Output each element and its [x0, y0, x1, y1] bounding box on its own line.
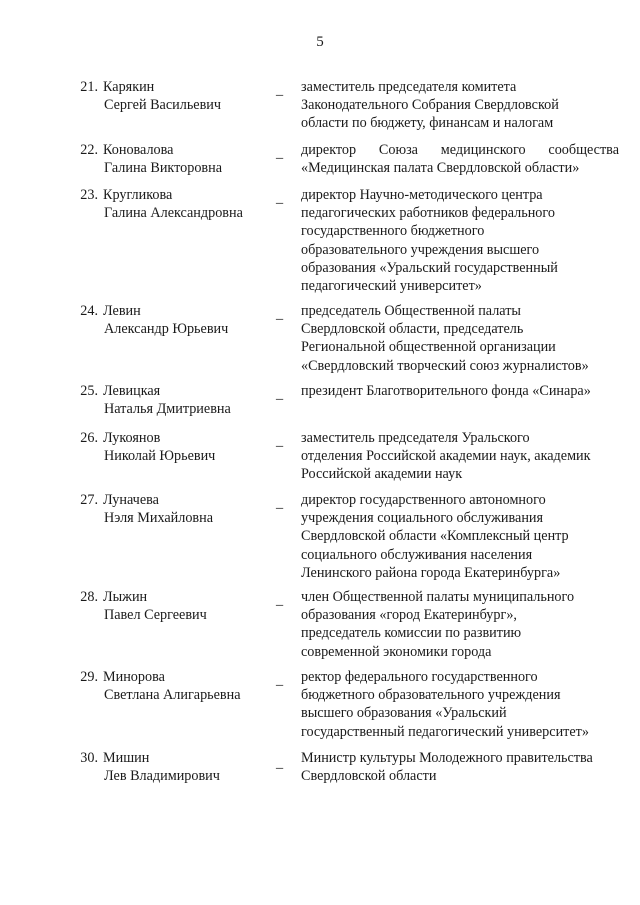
description-line: заместитель председателя Уральского — [301, 430, 530, 446]
item-number: 27. — [80, 492, 98, 508]
description-line: директор Научно-методического центра — [301, 187, 543, 203]
description-line: Региональной общественной организации — [301, 339, 556, 356]
description-line: учреждения социального обслуживания — [301, 510, 544, 527]
person-name — [103, 749, 268, 785]
item-number: 23. — [80, 187, 98, 203]
given-name: Павел Сергеевич — [104, 607, 207, 624]
surname: Мишин — [103, 750, 150, 766]
position-description — [301, 429, 619, 484]
person-name — [103, 668, 268, 704]
description-line: образования «город Екатеринбург», — [301, 607, 517, 624]
description-line: ректор федерального государственного — [301, 669, 538, 685]
person-name — [103, 186, 268, 222]
page-number: 5 — [316, 34, 324, 50]
given-name: Светлана Алигарьевна — [104, 687, 241, 704]
description-line: председатель комиссии по развитию — [301, 625, 522, 642]
description-line: бюджетного образовательного учреждения — [301, 687, 561, 704]
description-line: педагогических работников федерального — [301, 205, 555, 222]
description-line: высшего образования «Уральский — [301, 705, 507, 722]
given-name: Лев Владимирович — [104, 768, 220, 785]
description-line: государственный педагогический университет» — [301, 723, 589, 740]
description-line: области по бюджету, финансам и налогам — [301, 115, 554, 132]
description-line: отделения Российской академии наук, академик — [301, 448, 591, 465]
item-number: 28. — [80, 589, 98, 605]
description-line: «Свердловский творческий союз журналистов» — [301, 357, 589, 374]
given-name: Наталья Дмитриевна — [104, 401, 231, 418]
dash: _ — [276, 82, 284, 98]
surname: Минорова — [103, 669, 165, 685]
position-description — [301, 141, 619, 177]
position-description — [301, 668, 619, 741]
description-line: педагогический университет» — [301, 278, 482, 295]
description-line: Свердловской области — [301, 768, 437, 785]
description-line: Законодательного Собрания Свердловской — [301, 97, 559, 114]
description-line: образования «Уральский государственный — [301, 259, 558, 276]
surname: Карякин — [103, 79, 155, 95]
given-name: Николай Юрьевич — [104, 448, 216, 465]
surname: Лыжин — [103, 589, 148, 605]
surname: Луначева — [103, 492, 159, 508]
person-name — [103, 382, 268, 418]
surname: Левицкая — [103, 383, 161, 399]
position-description — [301, 382, 619, 400]
given-name: Галина Александровна — [104, 205, 243, 222]
given-name: Александр Юрьевич — [104, 321, 229, 338]
dash: _ — [276, 755, 284, 771]
dash: _ — [276, 672, 284, 688]
surname: Левин — [103, 303, 141, 319]
item-number: 29. — [80, 669, 98, 685]
position-description — [301, 186, 619, 295]
dash: _ — [276, 190, 284, 206]
surname: Кругликова — [103, 187, 173, 203]
surname: Коновалова — [103, 142, 174, 158]
given-name: Нэля Михайловна — [104, 510, 213, 527]
dash: _ — [276, 592, 284, 608]
item-number: 22. — [80, 142, 98, 158]
given-name: Галина Викторовна — [104, 160, 223, 177]
person-name — [103, 78, 268, 114]
position-description — [301, 588, 619, 661]
description-line: образовательного учреждения высшего — [301, 241, 540, 258]
description-line: директор государственного автономного — [301, 492, 546, 508]
item-number: 24. — [80, 303, 98, 319]
position-description — [301, 78, 619, 133]
surname: Лукоянов — [103, 430, 161, 446]
description-line: председатель Общественной палаты — [301, 303, 521, 319]
description-line: Ленинского района города Екатеринбурга» — [301, 564, 561, 581]
dash: _ — [276, 495, 284, 511]
dash: _ — [276, 306, 284, 322]
description-line: заместитель председателя комитета — [301, 79, 517, 95]
dash: _ — [276, 386, 284, 402]
description-line: Свердловской области «Комплексный центр — [301, 528, 569, 545]
position-description — [301, 302, 619, 375]
person-name — [103, 588, 268, 624]
dash: _ — [276, 433, 284, 449]
description-line: Российской академии наук — [301, 466, 463, 483]
item-number: 21. — [80, 79, 98, 95]
description-line: Свердловской области, председатель — [301, 321, 524, 338]
description-line: государственного бюджетного — [301, 223, 485, 240]
item-number: 26. — [80, 430, 98, 446]
description-line: президент Благотворительного фонда «Синара» — [301, 383, 591, 399]
given-name: Сергей Васильевич — [104, 97, 222, 114]
description-line: социального обслуживания населения — [301, 546, 533, 563]
description-line: директор Союза медицинского сообщества — [301, 142, 619, 158]
description-line: современной экономики города — [301, 643, 492, 660]
item-number: 30. — [80, 750, 98, 766]
person-name — [103, 141, 268, 177]
item-number: 25. — [80, 383, 98, 399]
position-description — [301, 749, 619, 785]
person-name — [103, 429, 268, 465]
description-line: «Медицинская палата Свердловской области» — [301, 160, 580, 177]
dash: _ — [276, 145, 284, 161]
description-line: член Общественной палаты муниципального — [301, 589, 575, 605]
person-name — [103, 491, 268, 527]
person-name — [103, 302, 268, 338]
position-description — [301, 491, 619, 582]
description-line: Министр культуры Молодежного правительства — [301, 750, 593, 766]
